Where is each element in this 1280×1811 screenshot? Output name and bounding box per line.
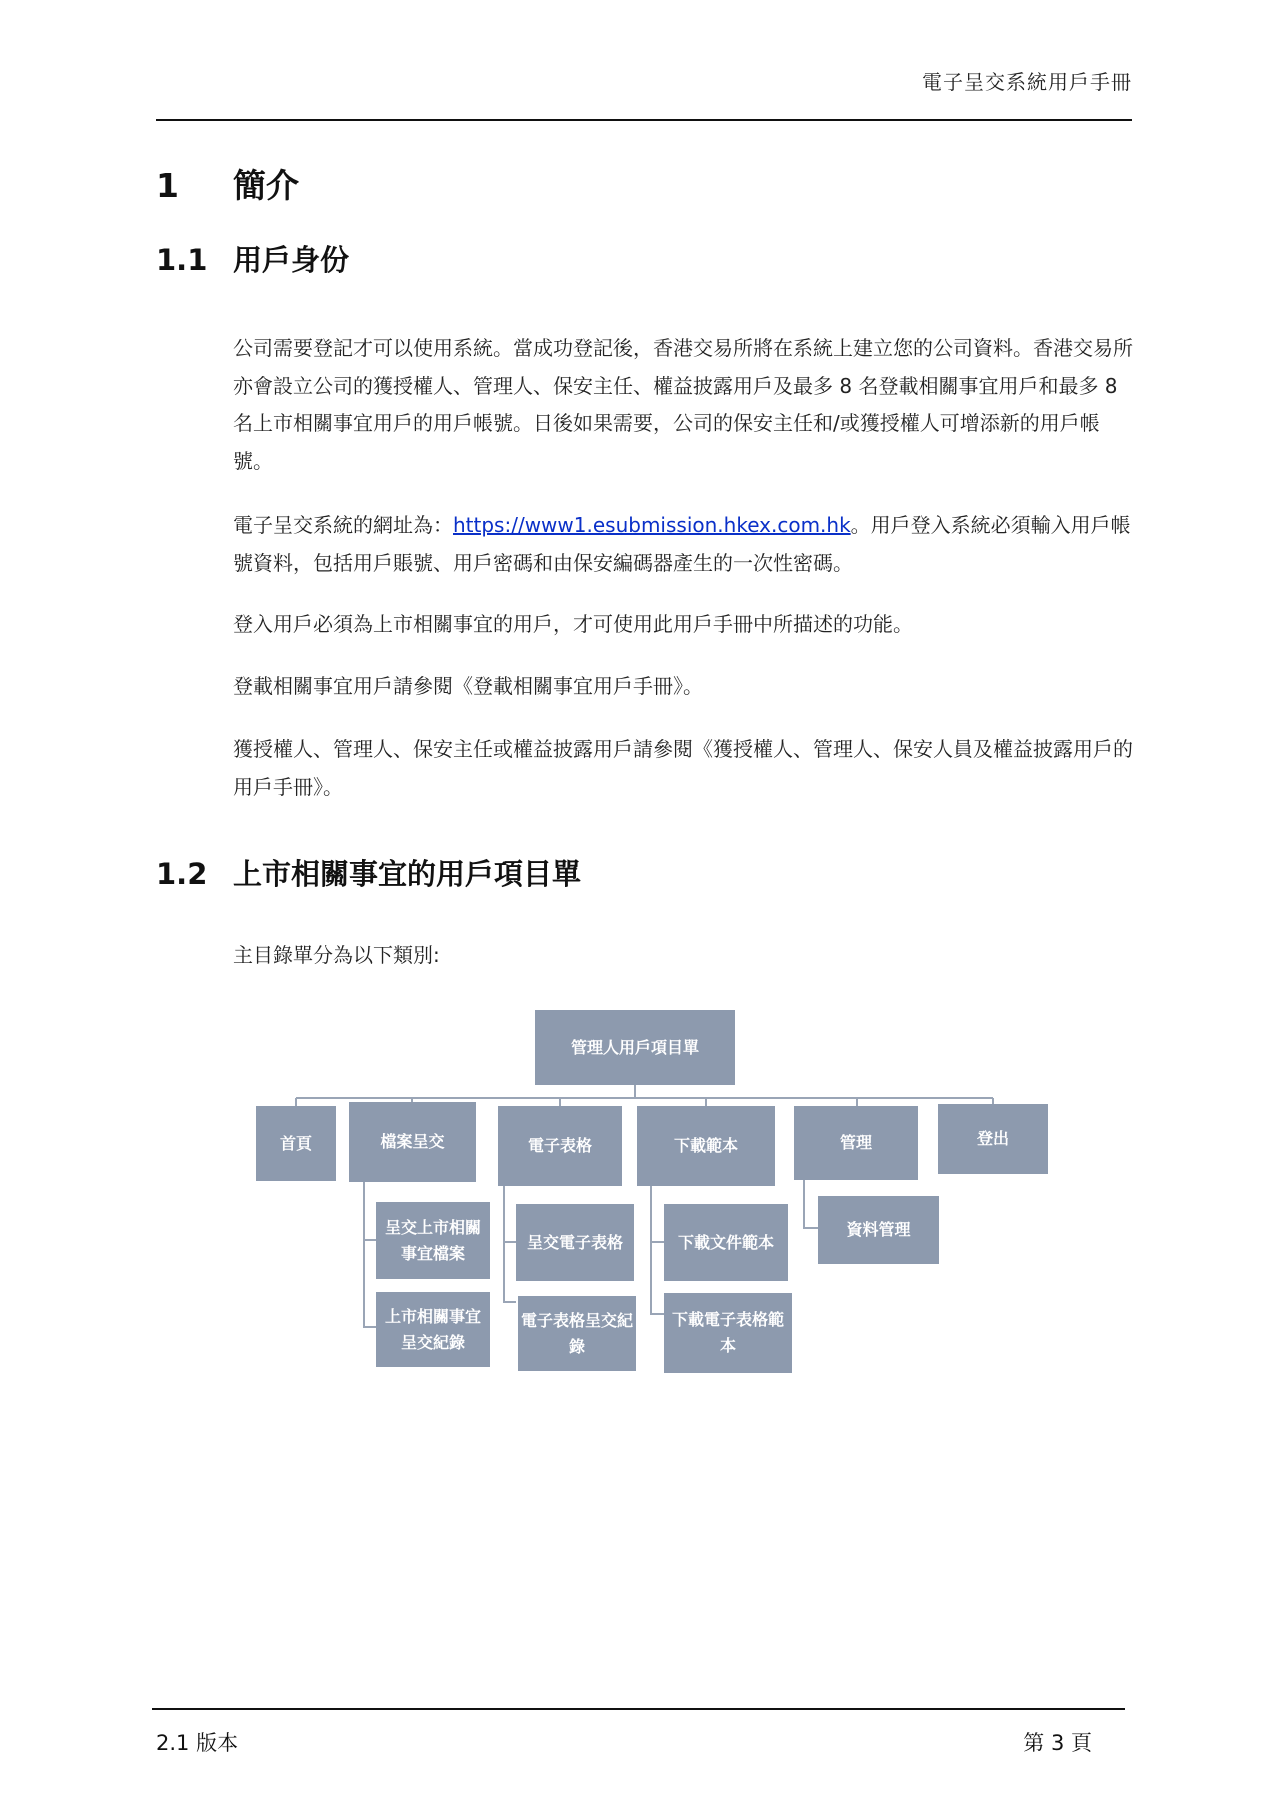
template-children-connector xyxy=(651,1186,664,1314)
section-number: 1 xyxy=(156,166,179,205)
org-leaf-download-eform-template: 下載電子表格範本 xyxy=(664,1293,792,1373)
org-branch-admin: 管理 xyxy=(794,1106,918,1180)
org-leaf-eform-submission-record: 電子表格呈交紀錄 xyxy=(518,1296,636,1371)
menu-intro-text: 主目錄單分為以下類別: xyxy=(233,943,440,967)
org-branch-home: 首頁 xyxy=(256,1106,336,1181)
footer-version: 2.1 版本 xyxy=(156,1731,239,1755)
footer-rule xyxy=(152,1708,1125,1710)
section-title: 用戶身份 xyxy=(233,243,350,277)
section-1-1-heading xyxy=(156,238,349,279)
paragraph-posting-manual: 登載相關事宜用戶請參閱《登載相關事宜用戶手冊》。 xyxy=(233,674,703,698)
org-leaf-download-document-template: 下載文件範本 xyxy=(664,1204,788,1281)
org-branch-eform: 電子表格 xyxy=(498,1106,622,1186)
org-leaf-submit-eform: 呈交電子表格 xyxy=(516,1204,634,1281)
paragraph-other-manual: 獲授權人、管理人、保安主任或權益披露用戶請參閱《獲授權人、管理人、保安人員及權益披露用戶的用戶手冊》。 xyxy=(233,737,1133,799)
section-title: 上市相關事宜的用戶項目單 xyxy=(233,857,582,891)
url-lead-text: 電子呈交系統的網址為： xyxy=(233,513,453,537)
page-header-title: 電子呈交系統用戶手冊 xyxy=(922,70,1132,94)
org-root-box: 管理人用戶項目單 xyxy=(535,1010,735,1085)
paragraph-system-url xyxy=(233,507,1133,582)
esubmission-link[interactable]: https://www1.esubmission.hkex.com.hk xyxy=(453,513,851,537)
url-trail-text: 。用戶登入系統必須輸入用戶帳號資料，包括用戶賬號、用戶密碼和由保安編碼器產生的一次性密碼。 xyxy=(233,513,1131,575)
file-children-connector xyxy=(364,1182,376,1327)
admin-children-connector xyxy=(804,1180,818,1228)
paragraph-user-identity: 公司需要登記才可以使用系統。當成功登記後，香港交易所將在系統上建立您的公司資料。香港交易所亦會設立公司的獲授權人、管理人、保安主任、權益披露用戶及最多 8 名登載相關事宜用戶和最多 8 名上市相關事宜用戶的用戶帳號。日後如果需要，公司的保安主任和/或獲授權人可增添新的用戶帳號。 xyxy=(233,336,1133,473)
header-rule xyxy=(156,119,1132,121)
eform-children-connector xyxy=(504,1186,516,1302)
paragraph-login-requirement: 登入用戶必須為上市相關事宜的用戶，才可使用此用戶手冊中所描述的功能。 xyxy=(233,612,913,636)
org-leaf-submit-listing-file: 呈交上市相關事宜檔案 xyxy=(376,1202,490,1279)
org-branch-download-template: 下載範本 xyxy=(637,1106,775,1186)
org-leaf-data-management: 資料管理 xyxy=(818,1196,939,1264)
org-branch-logout: 登出 xyxy=(938,1104,1048,1174)
footer-page-number: 第 3 頁 xyxy=(1023,1731,1092,1755)
section-1-heading xyxy=(156,160,299,207)
section-1-2-heading xyxy=(156,852,581,893)
org-branch-file-submission: 檔案呈交 xyxy=(349,1102,476,1182)
section-title: 簡介 xyxy=(233,166,299,205)
section-number: 1.1 xyxy=(156,243,208,277)
section-number: 1.2 xyxy=(156,857,208,891)
org-leaf-listing-submission-record: 上市相關事宜呈交紀錄 xyxy=(376,1292,490,1367)
